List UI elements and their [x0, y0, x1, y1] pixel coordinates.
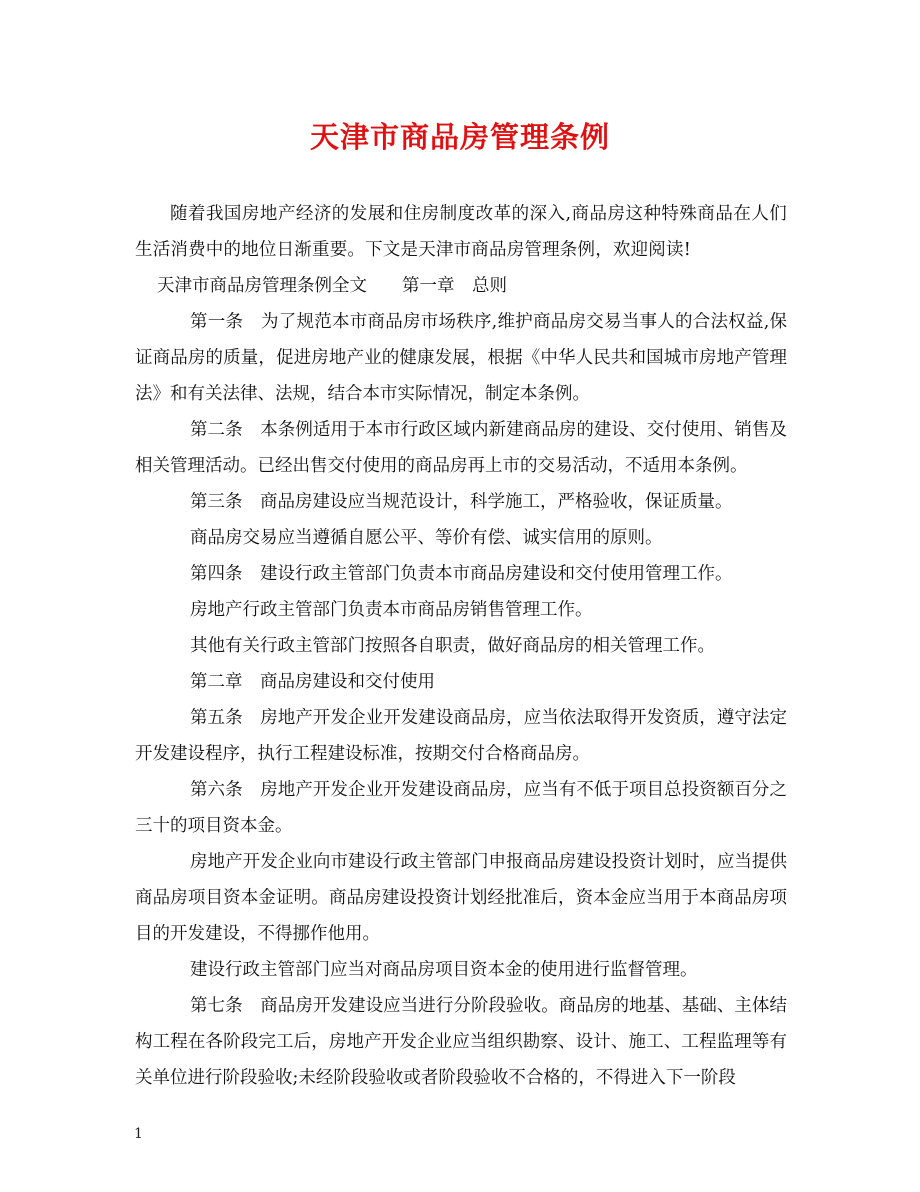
- intro-paragraph: 随着我国房地产经济的发展和住房制度改革的深入,商品房这种特殊商品在人们生活消费中的地位日渐重要。下文是天津市商品房管理条例，欢迎阅读!: [135, 204, 787, 260]
- article-6-paragraph-2: 房地产开发企业向市建设行政主管部门申报商品房建设投资计划时，应当提供商品房项目资本金证明。商品房建设投资计划经批准后，资本金应当用于本商品房项目的开发建设，不得挪作他用。: [135, 852, 787, 944]
- article-4: 第四条 建设行政主管部门负责本市商品房建设和交付使用管理工作。: [190, 564, 733, 584]
- article-3: 第三条 商品房建设应当规范设计，科学施工，严格验收，保证质量。: [190, 492, 733, 512]
- chapter-heading-general: 天津市商品房管理条例全文 第一章 总则: [157, 276, 507, 296]
- article-7: 第七条 商品房开发建设应当进行分阶段验收。商品房的地基、基础、主体结构工程在各阶段完工后，房地产开发企业应当组织勘察、设计、施工、工程监理等有关单位进行阶段验收;未经阶段验收或者阶段验收不合格的，不得进入下一阶段: [135, 996, 787, 1088]
- article-2: 第二条 本条例适用于本市行政区域内新建商品房的建设、交付使用、销售及相关管理活动。已经出售交付使用的商品房再上市的交易活动，不适用本条例。: [135, 420, 787, 476]
- page-title: 天津市商品房管理条例: [309, 120, 610, 154]
- article-4-paragraph-2: 房地产行政主管部门负责本市商品房销售管理工作。: [190, 600, 593, 620]
- article-3-paragraph-2: 商品房交易应当遵循自愿公平、等价有偿、诚实信用的原则。: [190, 528, 663, 548]
- article-6-paragraph-3: 建设行政主管部门应当对商品房项目资本金的使用进行监督管理。: [190, 960, 698, 980]
- article-5: 第五条 房地产开发企业开发建设商品房，应当依法取得开发资质，遵守法定开发建设程序，执行工程建设标准，按期交付合格商品房。: [135, 708, 787, 764]
- page-number: 1: [134, 1126, 143, 1142]
- article-1: 第一条 为了规范本市商品房市场秩序,维护商品房交易当事人的合法权益,保证商品房的质量，促进房地产业的健康发展，根据《中华人民共和国城市房地产管理法》和有关法律、法规，结合本市实际情况，制定本条例。: [135, 312, 787, 404]
- chapter-heading-2: 第二章 商品房建设和交付使用: [190, 672, 435, 692]
- article-4-paragraph-3: 其他有关行政主管部门按照各自职责，做好商品房的相关管理工作。: [190, 636, 715, 656]
- document-body: [135, 196, 787, 1096]
- article-6: 第六条 房地产开发企业开发建设商品房，应当有不低于项目总投资额百分之三十的项目资本金。: [135, 780, 787, 836]
